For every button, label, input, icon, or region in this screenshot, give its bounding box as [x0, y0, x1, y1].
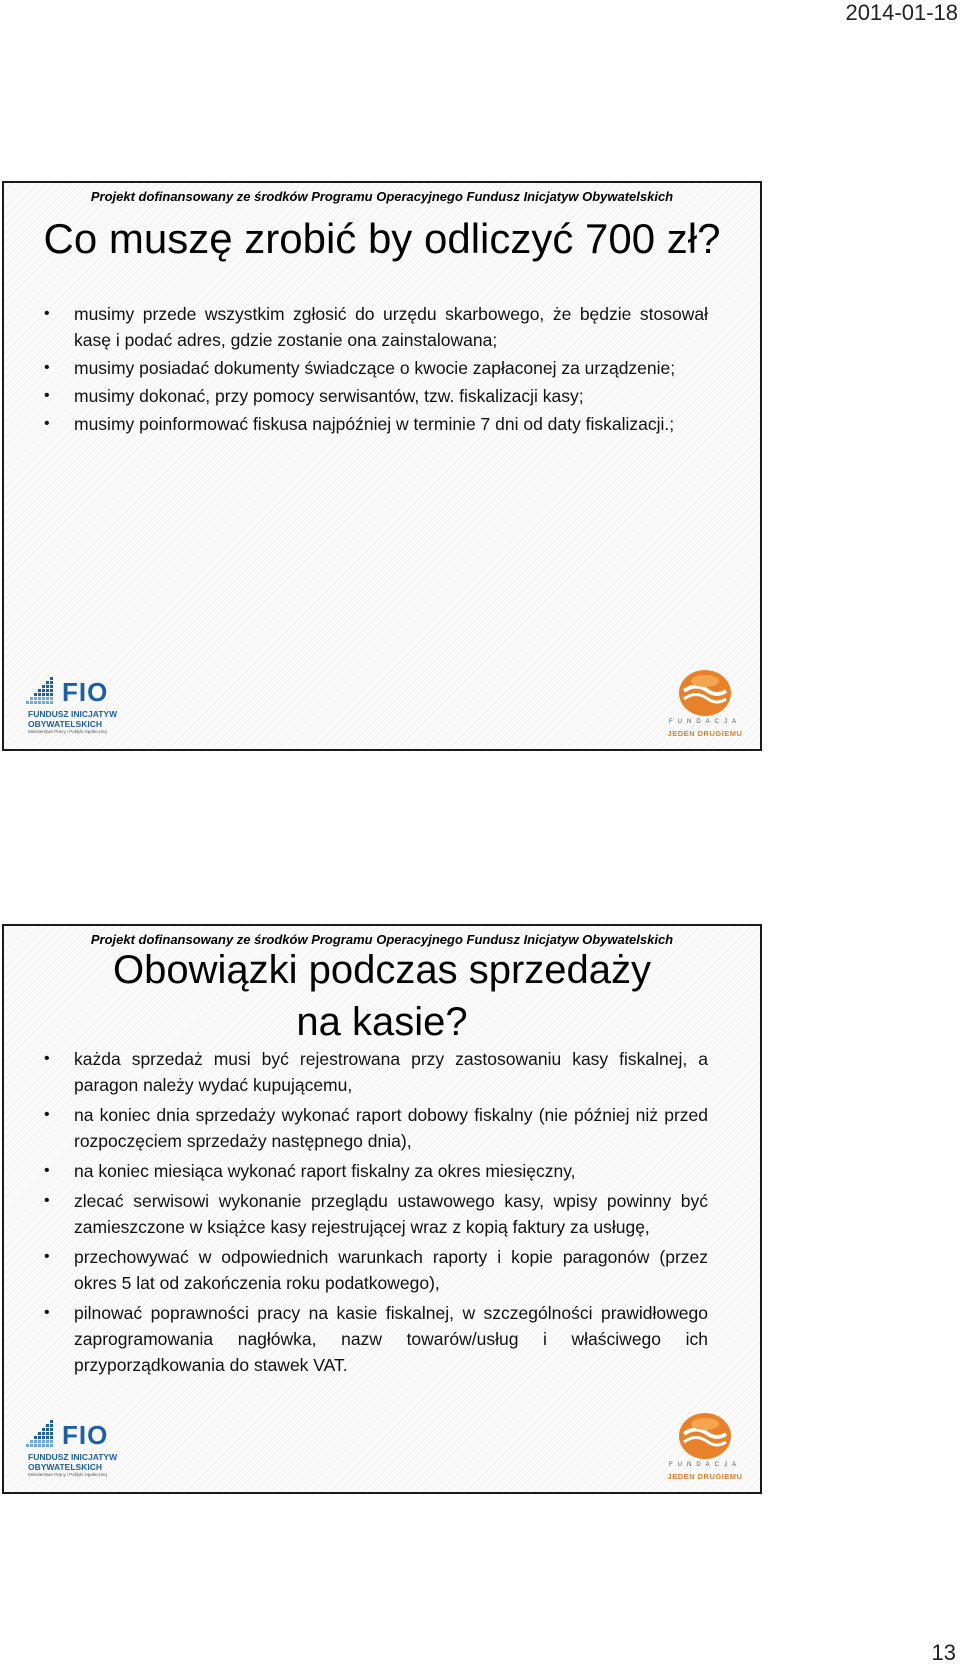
bullet-list: [42, 1046, 708, 1382]
fio-tagline: Ministerstwo Pracy i Polityki Społecznej: [28, 1472, 107, 1477]
page-number: 13: [931, 1640, 956, 1665]
fundacja-name: JEDEN DRUGIEMU: [667, 729, 743, 738]
fio-logo: [26, 675, 122, 737]
fundacja-logo: [662, 1412, 748, 1484]
fundacja-small-label: FUNDACJA: [668, 719, 741, 725]
hands-circle-icon: [662, 1412, 748, 1462]
project-line: Projekt dofinansowany ze środków Programu Operacyjnego Fundusz Inicjatyw Obywatelskich: [90, 932, 674, 947]
fio-mark: FIO: [62, 677, 109, 707]
bullet-list: [42, 301, 708, 439]
fio-mark: FIO: [62, 1420, 109, 1450]
bullet-item: • pilnować poprawności pracy na kasie fiskalnej, w szczególności prawidłowego zaprogramowania nagłówka, nazw towarów/usług i właściwego ich przyporządkowania do stawek VAT.: [42, 1300, 708, 1378]
fio-dots-icon: [26, 1418, 60, 1450]
slide-title: Co muszę zrobić by odliczyć 700 zł?: [43, 215, 721, 262]
fio-line-1: FUNDUSZ INICJATYW: [28, 1452, 118, 1462]
bullet-item: • na koniec miesiąca wykonać raport fiskalny za okres miesięczny,: [42, 1158, 708, 1184]
bullet-item: • musimy przede wszystkim zgłosić do urzędu skarbowego, że będzie stosował kasę i podać adres, gdzie zostanie ona zainstalowana;: [42, 301, 708, 353]
fio-line-2: OBYWATELSKICH: [28, 1462, 102, 1472]
hands-circle-icon: [662, 669, 748, 719]
fio-name: [28, 709, 117, 729]
fio-tagline: Ministerstwo Pracy i Polityki Społecznej: [28, 729, 107, 734]
slide-title: Obowiązki podczas sprzedaży na kasie?: [112, 948, 652, 1044]
slide-1: [2, 181, 762, 751]
fio-name: [28, 1452, 117, 1472]
fundacja-logo: [662, 669, 748, 741]
fio-line-1: FUNDUSZ INICJATYW: [28, 709, 118, 719]
bullet-item: • każda sprzedaż musi być rejestrowana przy zastosowaniu kasy fiskalnej, a paragon należy wydać kupującemu,: [42, 1046, 708, 1098]
project-line: Projekt dofinansowany ze środków Programu Operacyjnego Fundusz Inicjatyw Obywatelskich: [90, 189, 674, 204]
fio-logo: [26, 1418, 122, 1480]
bullet-item: • musimy posiadać dokumenty świadczące o kwocie zapłaconej za urządzenie;: [42, 355, 708, 381]
bullet-item: • na koniec dnia sprzedaży wykonać raport dobowy fiskalny (nie później niż przed rozpoczęciem sprzedaży następnego dnia),: [42, 1102, 708, 1154]
bullet-item: • musimy poinformować fiskusa najpóźniej w terminie 7 dni od daty fiskalizacji.;: [42, 411, 708, 437]
fio-dots-icon: [26, 675, 60, 707]
bullet-item: • zlecać serwisowi wykonanie przeglądu ustawowego kasy, wpisy powinny być zamieszczone w książce kasy rejestrującej wraz z kopią faktury za usługę,: [42, 1188, 708, 1240]
fundacja-name: JEDEN DRUGIEMU: [667, 1472, 743, 1481]
fundacja-small-label: FUNDACJA: [668, 1462, 741, 1468]
bullet-item: • musimy dokonać, przy pomocy serwisantów, tzw. fiskalizacji kasy;: [42, 383, 708, 409]
bullet-item: • przechowywać w odpowiednich warunkach raporty i kopie paragonów (przez okres 5 lat od zakończenia roku podatkowego),: [42, 1244, 708, 1296]
slide-2: [2, 924, 762, 1494]
page-date: 2014-01-18: [845, 0, 958, 25]
fio-line-2: OBYWATELSKICH: [28, 719, 102, 729]
